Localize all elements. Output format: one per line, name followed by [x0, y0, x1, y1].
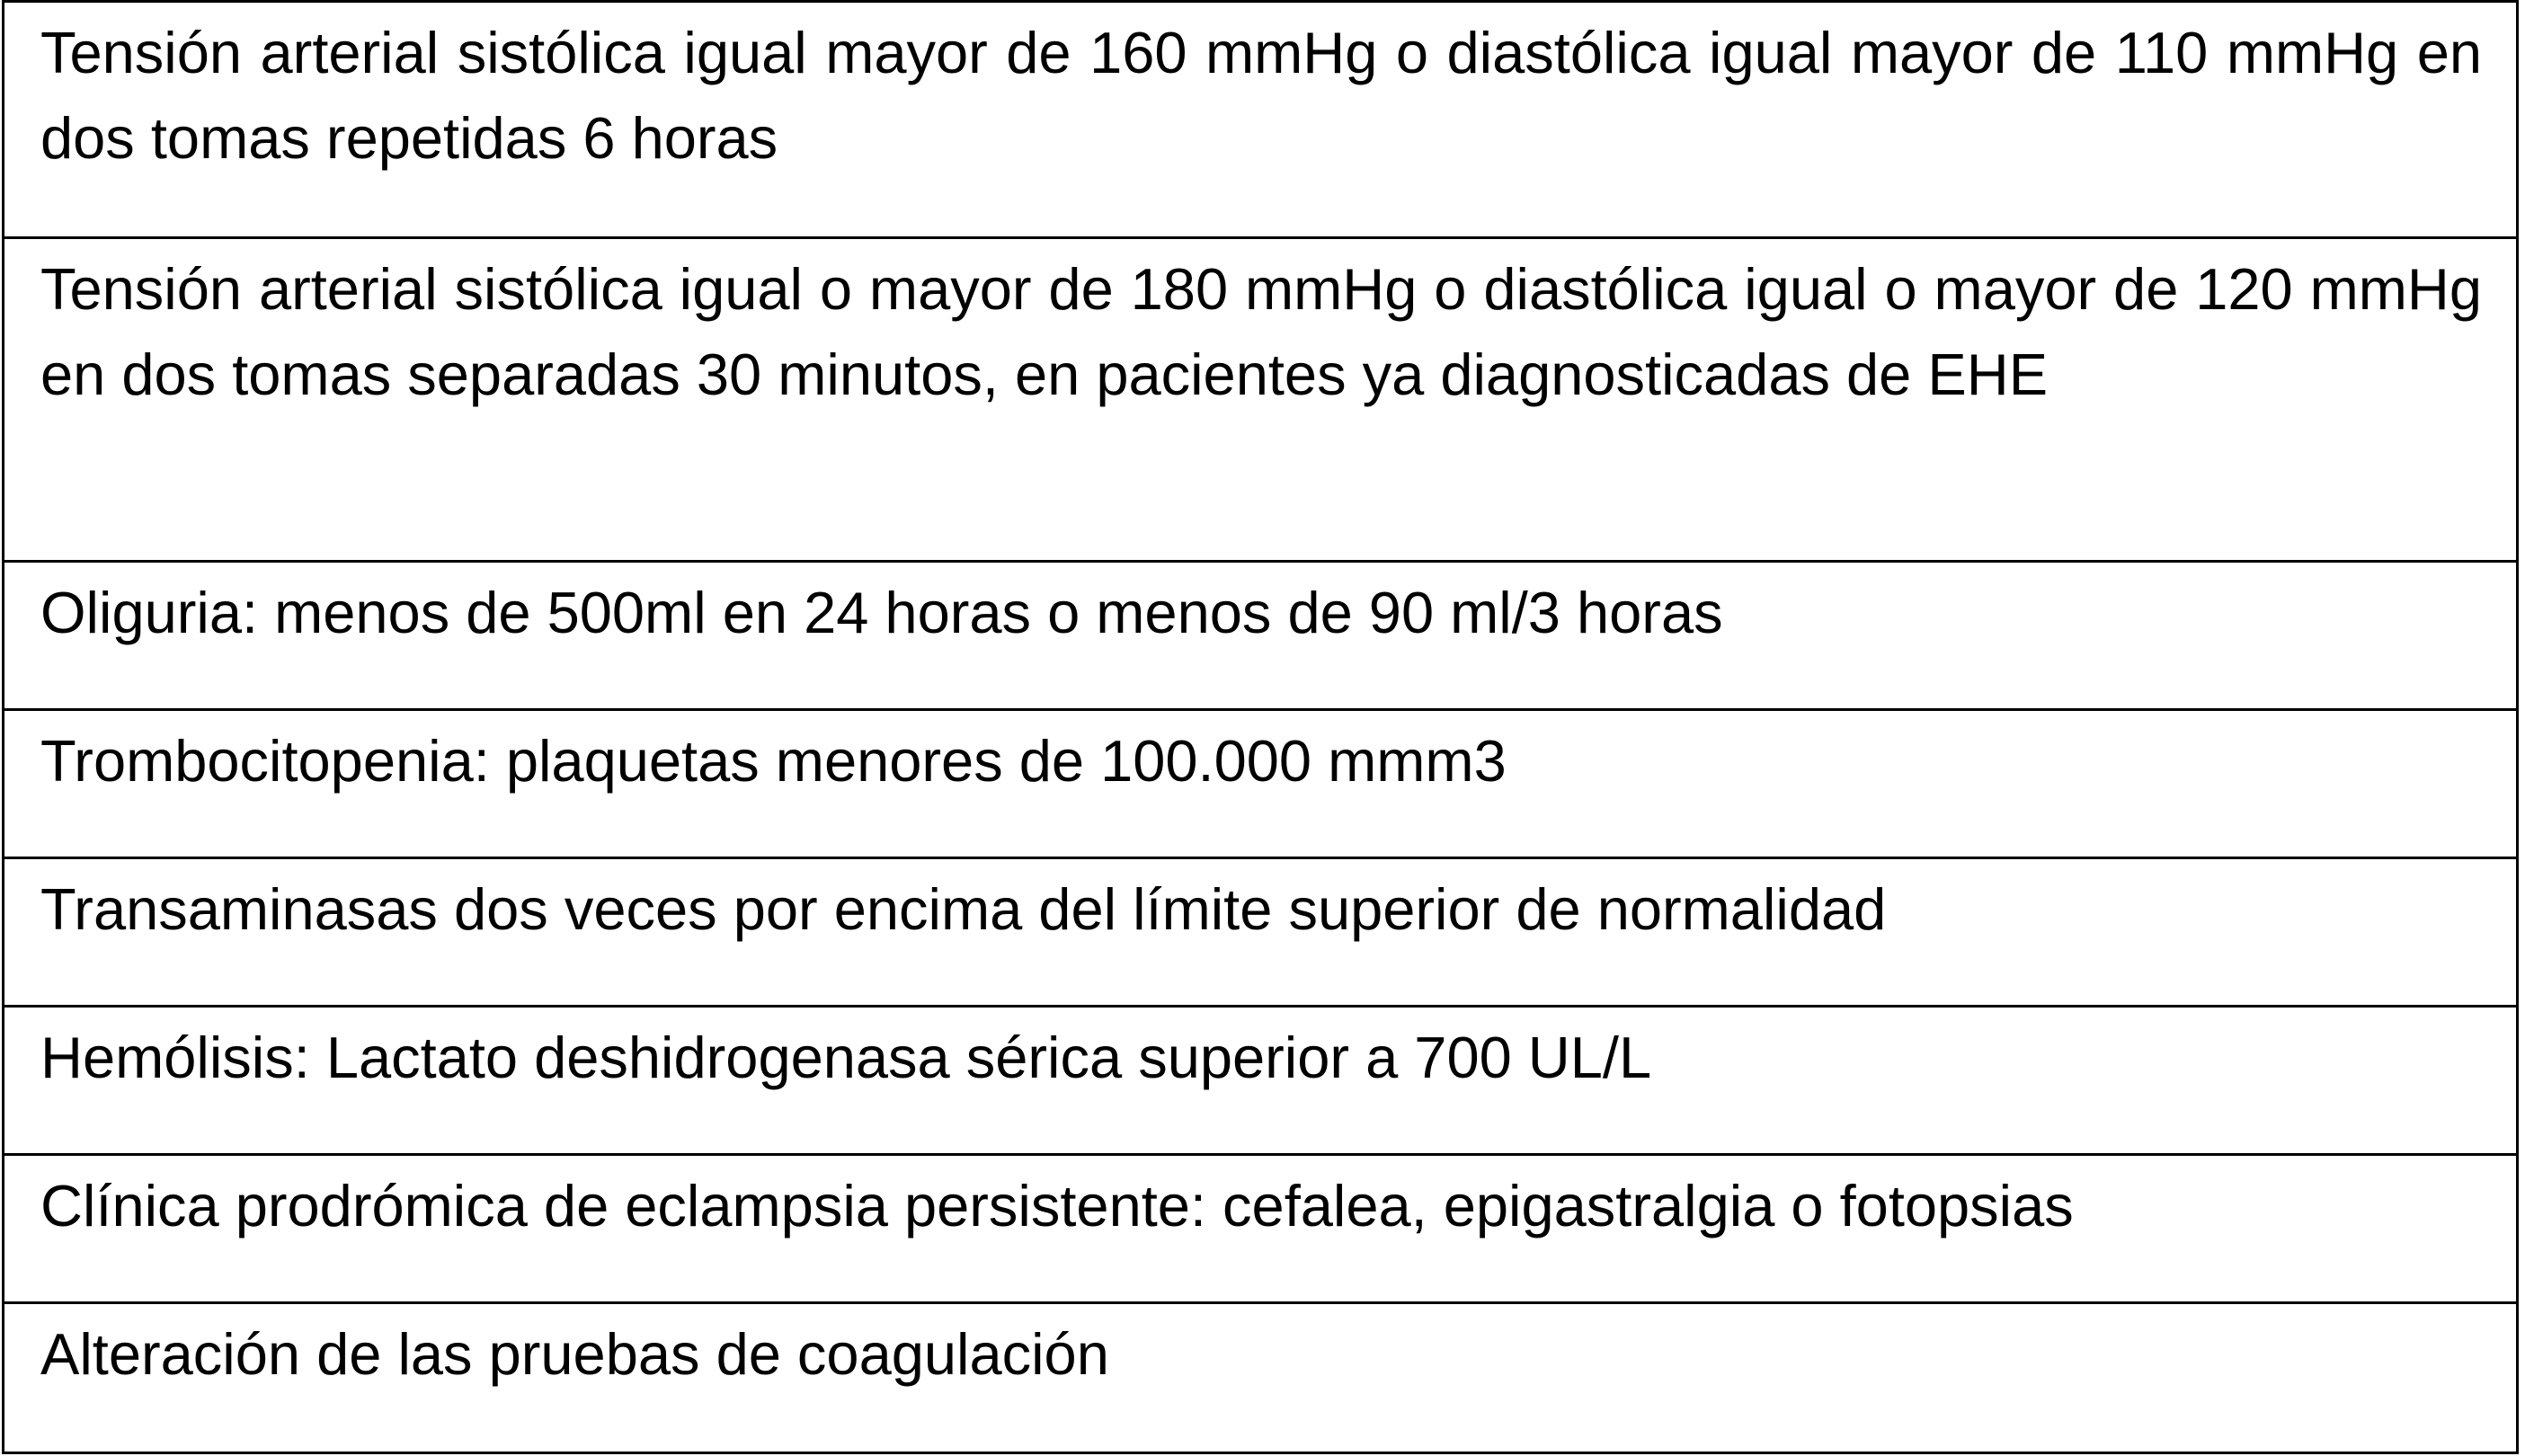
criterion-cell: Oliguria: menos de 500ml en 24 horas o menos de 90 ml/3 horas — [4, 562, 2518, 710]
table-row — [4, 1155, 2518, 1303]
criterion-cell: Tensión arterial sistólica igual mayor de 160 mmHg o diastólica igual mayor de 110 mmHg en dos tomas repetidas 6 horas — [4, 2, 2518, 238]
table-row — [4, 2, 2518, 238]
criterion-cell: Transaminasas dos veces por encima del límite superior de normalidad — [4, 858, 2518, 1007]
criteria-table — [2, 0, 2519, 1454]
table-row — [4, 238, 2518, 562]
criterion-cell: Trombocitopenia: plaquetas menores de 100.000 mmm3 — [4, 710, 2518, 858]
table-row — [4, 858, 2518, 1007]
table-row — [4, 1303, 2518, 1453]
table-row — [4, 710, 2518, 858]
criterion-cell: Alteración de las pruebas de coagulación — [4, 1303, 2518, 1453]
table-row — [4, 1007, 2518, 1155]
criterion-cell: Tensión arterial sistólica igual o mayor de 180 mmHg o diastólica igual o mayor de 120 mmHg en dos tomas separadas 30 minutos, en pacientes ya diagnosticadas de EHE — [4, 238, 2518, 562]
table-row — [4, 562, 2518, 710]
criterion-cell: Hemólisis: Lactato deshidrogenasa sérica superior a 700 UL/L — [4, 1007, 2518, 1155]
criterion-cell: Clínica prodrómica de eclampsia persistente: cefalea, epigastralgia o fotopsias — [4, 1155, 2518, 1303]
